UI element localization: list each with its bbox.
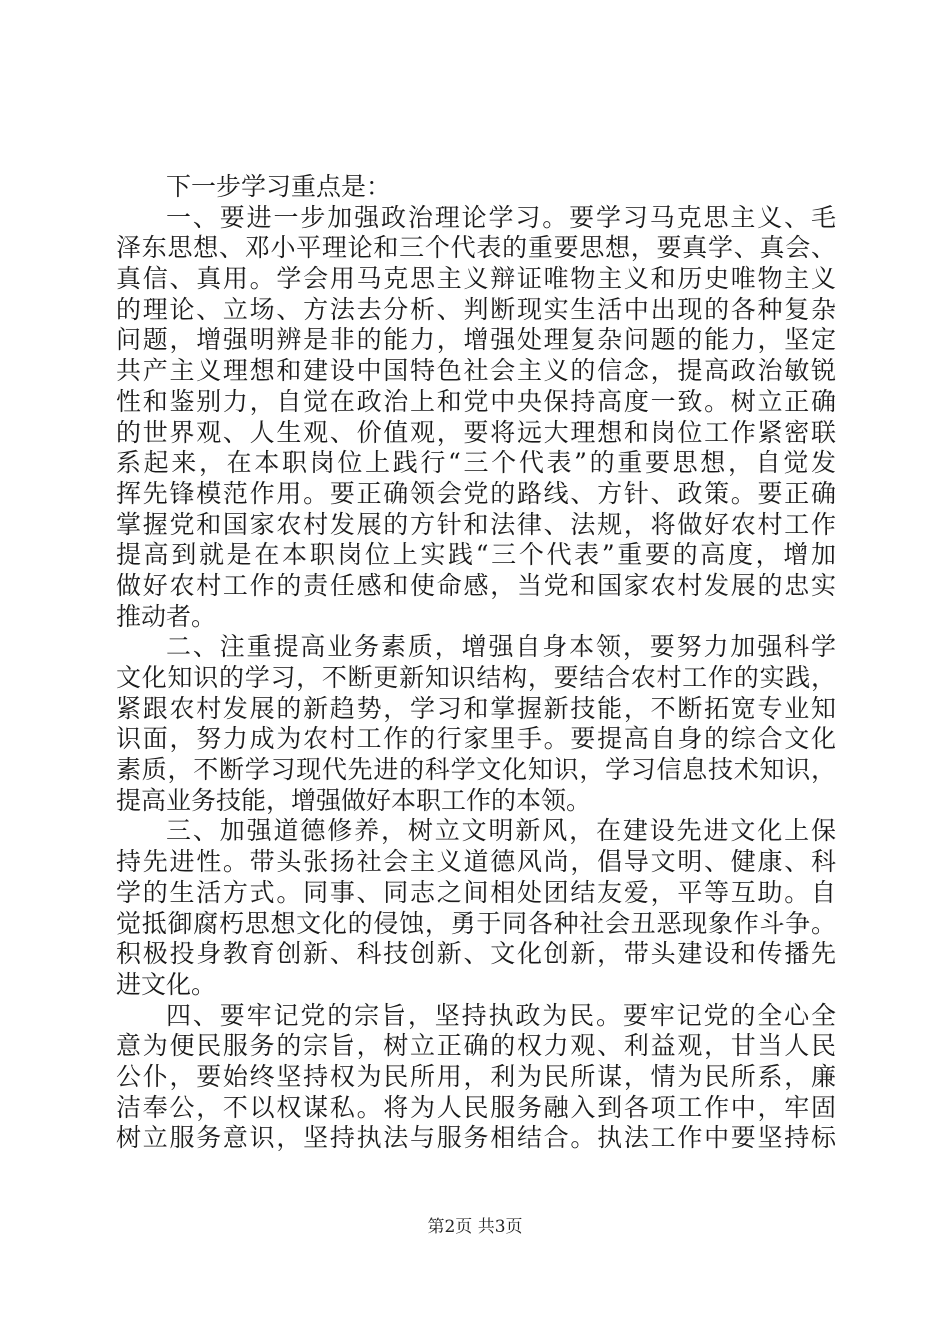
text-line: 性和鉴别力，自觉在政治上和党中央保持高度一致。树立正确	[116, 386, 836, 416]
text-line: 下一步学习重点是：	[166, 172, 392, 201]
text-line: 共产主义理想和建设中国特色社会主义的信念，提高政治敏锐	[116, 356, 836, 386]
text-line: 做好农村工作的责任感和使命感，当党和国家农村发展的忠实	[116, 570, 836, 600]
text-line: 三、加强道德修养，树立文明新风，在建设先进文化上保	[166, 816, 836, 846]
text-line: 进文化。	[116, 969, 217, 999]
text-line: 紧跟农村发展的新趋势，学习和掌握新技能，不断拓宽专业知	[116, 693, 836, 723]
text-line: 素质，不断学习现代先进的科学文化知识，学习信息技术知识，	[116, 755, 836, 785]
text-line: 一、要进一步加强政治理论学习。要学习马克思主义、毛	[166, 202, 836, 232]
text-line: 识面，努力成为农村工作的行家里手。要提高自身的综合文化	[116, 724, 836, 754]
body-text	[116, 172, 836, 1154]
text-line: 真信、真用。学会用马克思主义辩证唯物主义和历史唯物主义	[116, 264, 836, 294]
text-line: 学的生活方式。同事、同志之间相处团结友爱，平等互助。自	[116, 877, 836, 907]
text-line: 挥先锋模范作用。要正确领会党的路线、方针、政策。要正确	[116, 478, 836, 508]
text-line: 树立服务意识，坚持执法与服务相结合。执法工作中要坚持标	[116, 1123, 836, 1153]
text-line: 公仆，要始终坚持权为民所用，利为民所谋，情为民所系，廉	[116, 1061, 836, 1091]
text-line: 提高业务技能，增强做好本职工作的本领。	[116, 785, 592, 815]
text-line: 积极投身教育创新、科技创新、文化创新，带头建设和传播先	[116, 939, 836, 969]
page-number-footer: 第2页 共3页	[427, 1217, 523, 1237]
text-line: 问题，增强明辨是非的能力，增强处理复杂问题的能力，坚定	[116, 325, 836, 355]
text-line: 二、注重提高业务素质，增强自身本领，要努力加强科学	[166, 632, 836, 662]
text-line: 泽东思想、邓小平理论和三个代表的重要思想，要真学、真会、	[116, 233, 836, 263]
text-line: 系起来，在本职岗位上践行“三个代表”的重要思想，自觉发	[116, 448, 836, 478]
text-line: 觉抵御腐朽思想文化的侵蚀，勇于同各种社会丑恶现象作斗争。	[116, 908, 836, 938]
text-line: 掌握党和国家农村发展的方针和法律、法规，将做好农村工作	[116, 509, 836, 539]
text-line: 文化知识的学习，不断更新知识结构，要结合农村工作的实践，	[116, 663, 836, 692]
text-line: 的世界观、人生观、价值观，要将远大理想和岗位工作紧密联	[116, 417, 836, 447]
text-line: 推动者。	[116, 601, 217, 631]
text-line: 的理论、立场、方法去分析、判断现实生活中出现的各种复杂	[116, 294, 836, 324]
text-line: 意为便民服务的宗旨，树立正确的权力观、利益观，甘当人民	[116, 1031, 836, 1061]
text-line: 提高到就是在本职岗位上实践“三个代表”重要的高度，增加	[116, 540, 836, 570]
text-line: 持先进性。带头张扬社会主义道德风尚，倡导文明、健康、科	[116, 847, 836, 877]
text-line: 洁奉公，不以权谋私。将为人民服务融入到各项工作中，牢固	[116, 1092, 836, 1122]
text-line: 四、要牢记党的宗旨，坚持执政为民。要牢记党的全心全	[166, 1000, 836, 1030]
